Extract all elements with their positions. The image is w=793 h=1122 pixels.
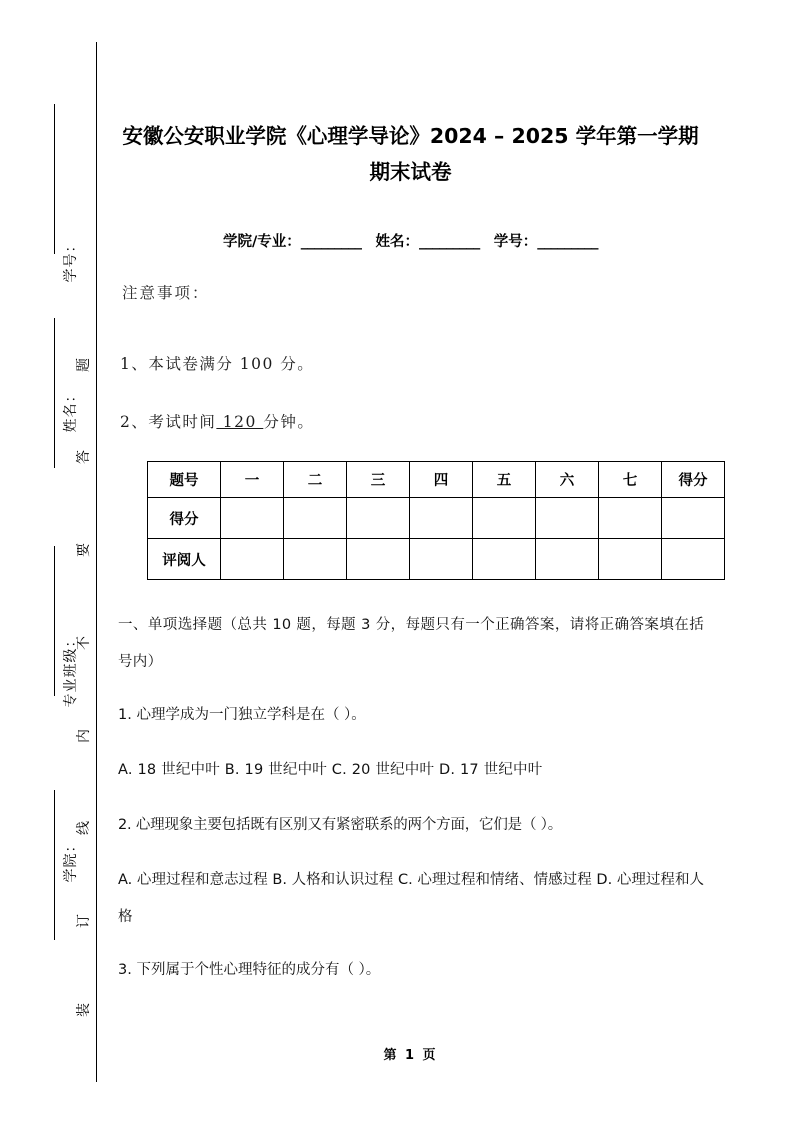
exam-content bbox=[118, 0, 708, 1122]
score-header-2: 二 bbox=[284, 462, 347, 498]
score-header-6: 六 bbox=[536, 462, 599, 498]
binding-writein-line-2 bbox=[54, 318, 55, 468]
reviewer-row-cell-0[interactable] bbox=[221, 539, 284, 580]
score-row-label: 得分 bbox=[148, 498, 221, 539]
binding-writein-line-3 bbox=[54, 546, 55, 696]
score-header-4: 四 bbox=[410, 462, 473, 498]
score-row-cell-3[interactable] bbox=[410, 498, 473, 539]
table-row-reviewer bbox=[148, 539, 725, 580]
score-row-cell-0[interactable] bbox=[221, 498, 284, 539]
notice-heading: 注意事项： bbox=[122, 284, 210, 302]
header-field-row bbox=[118, 230, 703, 251]
question-3-stem: 3. 下列属于个性心理特征的成分有（ ）。 bbox=[118, 962, 381, 978]
binding-warning-char-4: 内 bbox=[76, 729, 92, 743]
question-1-stem: 1. 心理学成为一门独立学科是在（ ）。 bbox=[118, 707, 366, 723]
score-row-cell-4[interactable] bbox=[473, 498, 536, 539]
binding-label-name: 姓名： bbox=[63, 387, 79, 433]
binding-margin bbox=[0, 0, 100, 1122]
binding-warning-char-1: 答 bbox=[76, 450, 92, 464]
binding-warning-char-3: 不 bbox=[76, 636, 92, 650]
score-row-cell-5[interactable] bbox=[536, 498, 599, 539]
score-row-cell-2[interactable] bbox=[347, 498, 410, 539]
binding-label-college: 学院： bbox=[63, 837, 79, 883]
score-row-cell-6[interactable] bbox=[599, 498, 662, 539]
reviewer-row-cell-6[interactable] bbox=[599, 539, 662, 580]
reviewer-row-cell-4[interactable] bbox=[473, 539, 536, 580]
student-id-blank[interactable]: _________ bbox=[537, 234, 599, 250]
score-header-7: 七 bbox=[599, 462, 662, 498]
binding-vertical-rule bbox=[96, 42, 97, 1082]
score-row-cell-1[interactable] bbox=[284, 498, 347, 539]
name-label: 姓名： bbox=[375, 234, 420, 250]
question-1-options: A. 18 世纪中叶 B. 19 世纪中叶 C. 20 世纪中叶 D. 17 世纪中叶 bbox=[118, 762, 543, 778]
reviewer-row-cell-2[interactable] bbox=[347, 539, 410, 580]
student-id-label: 学号： bbox=[493, 234, 538, 250]
table-row-score bbox=[148, 498, 725, 539]
notice-item-2 bbox=[120, 410, 314, 432]
college-major-blank[interactable]: _________ bbox=[300, 234, 362, 250]
notice-item-2-suffix: 分钟。 bbox=[263, 413, 315, 431]
exam-duration-value: 120 bbox=[216, 413, 264, 431]
binding-label-student-id: 学号： bbox=[63, 237, 79, 283]
reviewer-row-cell-7[interactable] bbox=[662, 539, 725, 580]
reviewer-row-cell-3[interactable] bbox=[410, 539, 473, 580]
binding-warning-char-2: 要 bbox=[76, 543, 92, 557]
score-table bbox=[147, 461, 725, 580]
section-one-heading: 一、单项选择题（总共 10 题，每题 3 分，每题只有一个正确答案，请将正确答案填在括号内） bbox=[118, 617, 704, 670]
score-header-8: 得分 bbox=[662, 462, 725, 498]
score-header-1: 一 bbox=[221, 462, 284, 498]
score-header-5: 五 bbox=[473, 462, 536, 498]
binding-writein-line-4 bbox=[54, 790, 55, 940]
binding-warning-char-0: 题 bbox=[76, 358, 92, 372]
name-blank[interactable]: _________ bbox=[419, 234, 480, 250]
page-footer: 第 1 页 bbox=[383, 1048, 438, 1063]
page-title: 安徽公安职业学院《心理学导论》2024 – 2025 学年第一学期期末试卷 bbox=[122, 124, 699, 184]
notice-item-1: 1、本试卷满分 100 分。 bbox=[120, 355, 315, 373]
table-row-header bbox=[148, 462, 725, 498]
score-row-cell-7[interactable] bbox=[662, 498, 725, 539]
question-2-stem: 2. 心理现象主要包括既有区别又有紧密联系的两个方面，它们是（ ）。 bbox=[118, 817, 563, 833]
binding-warning-char-7: 装 bbox=[76, 1003, 92, 1017]
binding-writein-line-1 bbox=[54, 104, 55, 254]
binding-warning-char-6: 订 bbox=[76, 914, 92, 928]
score-header-0: 题号 bbox=[148, 462, 221, 498]
binding-label-class: 专业班级： bbox=[63, 632, 79, 708]
reviewer-row-label: 评阅人 bbox=[148, 539, 221, 580]
reviewer-row-cell-1[interactable] bbox=[284, 539, 347, 580]
reviewer-row-cell-5[interactable] bbox=[536, 539, 599, 580]
binding-warning-char-5: 线 bbox=[76, 821, 92, 835]
college-major-label: 学院/专业： bbox=[222, 234, 301, 250]
notice-item-2-prefix: 2、考试时间 bbox=[120, 413, 217, 431]
question-2-options: A. 心理过程和意志过程 B. 人格和认识过程 C. 心理过程和情绪、情感过程 D. 心理过程和人格 bbox=[118, 872, 704, 925]
score-header-3: 三 bbox=[347, 462, 410, 498]
